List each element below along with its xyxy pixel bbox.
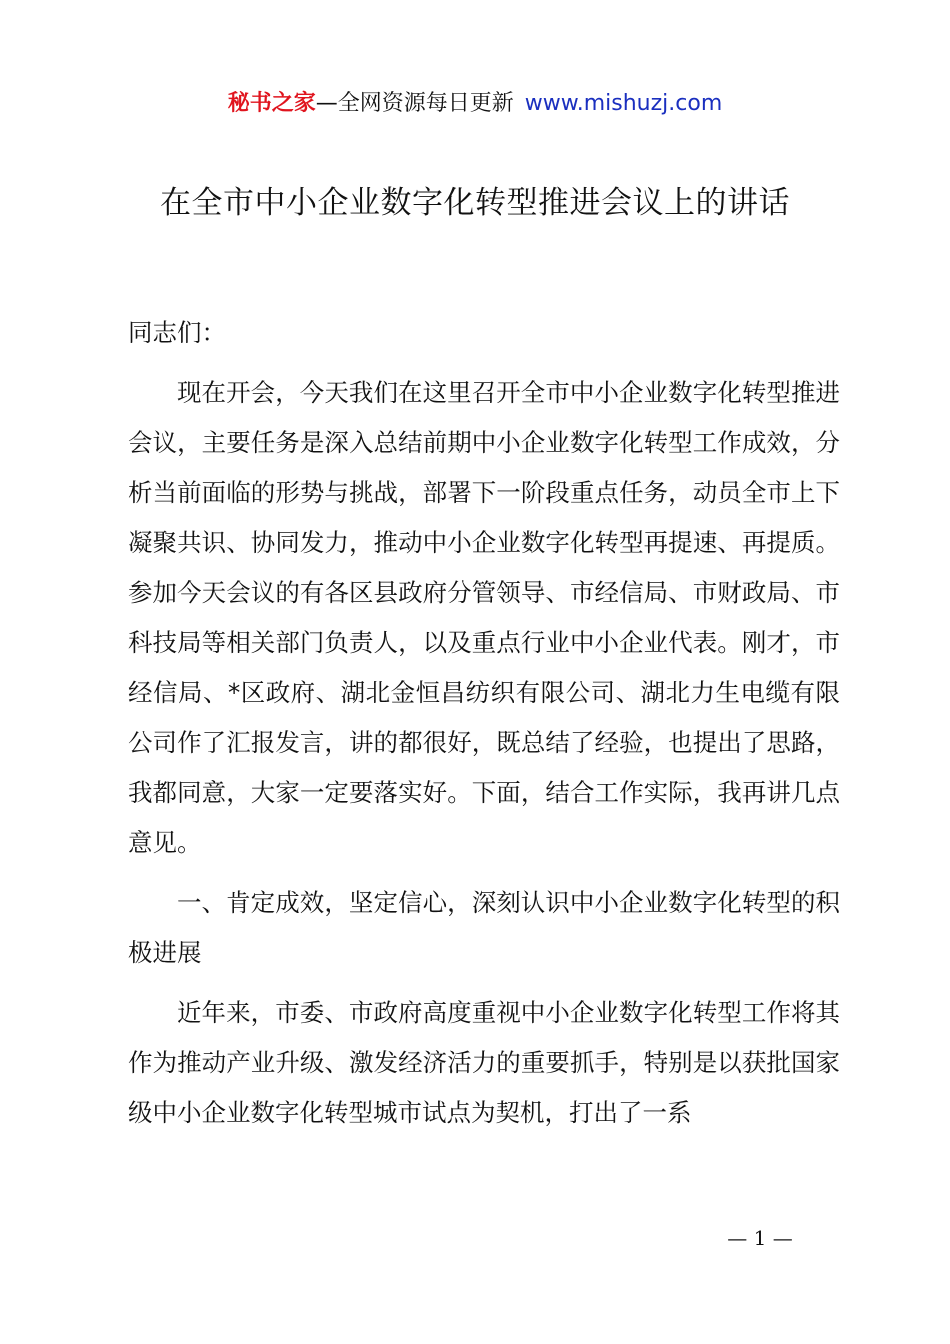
greeting: 同志们： (128, 318, 226, 347)
site-banner (0, 86, 950, 122)
document-body (128, 308, 840, 1138)
body-paragraph: 现在开会，今天我们在这里召开全市中小企业数字化转型推进会议，主要任务是深入总结前期中小企业数字化转型工作成效，分析当前面临的形势与挑战，部署下一阶段重点任务，动员全市上下凝聚共识、协同发力，推动中小企业数字化转型再提速、再提质。参加今天会议的有各区县政府分管领导、市经信局、市财政局、市科技局等相关部门负责人，以及重点行业中小企业代表。刚才，市经信局、*区政府、湖北金恒昌纺织有限公司、湖北力生电缆有限公司作了汇报发言，讲的都很好，既总结了经验，也提出了思路，我都同意，大家一定要落实好。下面，结合工作实际，我再讲几点意见。 (128, 378, 840, 857)
section-heading: 一、肯定成效，坚定信心，深刻认识中小企业数字化转型的积极进展 (128, 888, 840, 967)
site-url-link[interactable]: www.mishuzj.com (524, 91, 723, 116)
brand-name: 秘书之家 (227, 91, 316, 116)
body-paragraph: 近年来，市委、市政府高度重视中小企业数字化转型工作将其作为推动产业升级、激发经济活力的重要抓手，特别是以获批国家级中小企业数字化转型城市试点为契机，打出了一系 (128, 998, 840, 1127)
page-number: — 1 — (727, 1226, 793, 1250)
document-title: 在全市中小企业数字化转型推进会议上的讲话 (160, 185, 790, 221)
banner-tagline: —全网资源每日更新 (315, 91, 514, 116)
